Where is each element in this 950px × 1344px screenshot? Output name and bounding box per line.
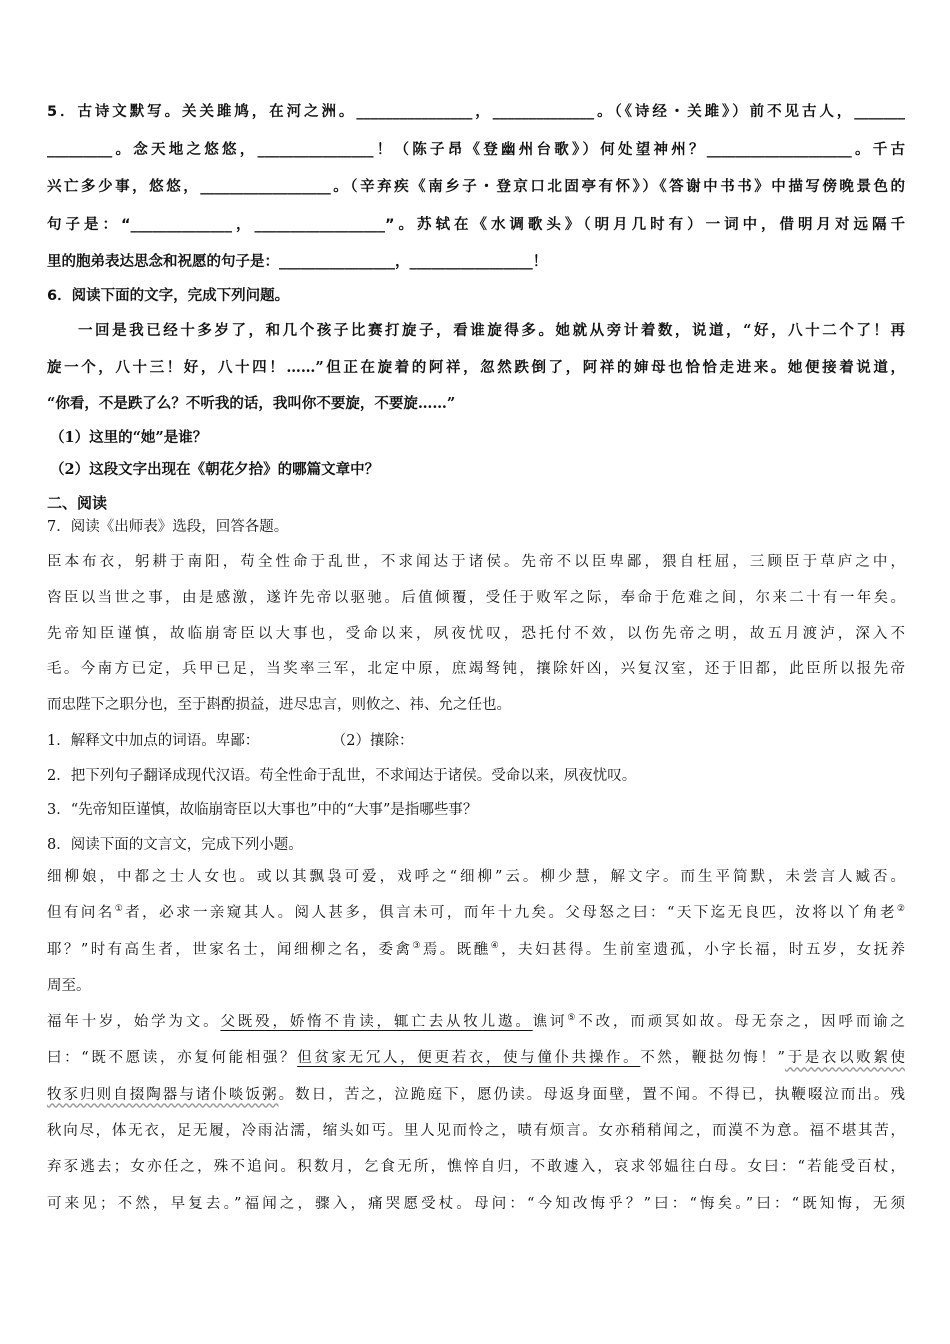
text-segment: 不改，而顽冥如故。母无奈之，因呼而谕之: [578, 1014, 906, 1031]
text-segment: 句子是：“______________，__________________”。苏轼在《水调歌头》（明月几时有）一词中，借明月对远隔千: [47, 216, 905, 233]
text-line: [47, 1149, 905, 1185]
text-line: [47, 1077, 905, 1113]
underlined-text: 于是衣以败絮使: [784, 1050, 905, 1067]
text-line: [47, 652, 905, 688]
text-line: [47, 207, 905, 245]
question-7-items: [47, 724, 905, 863]
text-line: [47, 313, 905, 350]
text-segment: 耶？”时有高生者，世家名士，闻细柳之名，委禽: [47, 941, 413, 958]
text-line: [47, 350, 905, 387]
text-line: [47, 828, 905, 863]
text-line: [47, 1004, 905, 1040]
text-segment: （2）这段文字出现在《朝花夕拾》的哪篇文章中？: [50, 461, 380, 478]
text-line: [47, 968, 905, 1004]
text-segment: 谯诃: [532, 1014, 568, 1031]
footnote-marker: ⑤: [567, 1013, 579, 1024]
text-segment: （1）这里的“她”是谁？: [50, 429, 208, 446]
text-line: [47, 280, 905, 312]
text-segment: 3．“先帝知臣谨慎，故临崩寄臣以大事也”中的“大事”是指哪些事？: [47, 802, 478, 819]
footnote-marker: ②: [896, 904, 905, 915]
text-segment: 但有问名: [47, 905, 115, 922]
text-line: [47, 169, 905, 207]
text-segment: 细柳娘，中都之士人女也。或以其飘袅可爱，戏呼之“细柳”云。柳少慧，解文字。而生平简默，未尝言人臧否。: [47, 869, 905, 885]
text-segment: 毛。今南方已定，兵甲已足，当奖率三军，北定中原，庶竭驽钝，攘除奸凶，兴复汉室，还于旧都，此臣所以报先帝: [47, 661, 905, 678]
text-segment: 焉。既醮: [422, 941, 491, 958]
text-line: [47, 1040, 905, 1076]
text-line: [47, 545, 905, 581]
question-5-poetry-dictation: [47, 94, 905, 282]
text-segment: 咨臣以当世之事，由是感激，遂许先帝以驱驰。后值倾覆，受任于败军之际，奉命于危难之间，尔来二十有一年矣。: [47, 589, 905, 606]
text-segment: 可来见；不然，早复去。”福闻之，骤入，痛哭愿受杖。母问：“今知改悔乎？”曰：“悔矣。”曰：“既知悔，无须: [47, 1195, 905, 1212]
footnote-marker: ④: [490, 940, 502, 951]
text-segment: 曰：“既不愿读，亦复何能相强？: [47, 1050, 298, 1067]
text-line: [47, 895, 905, 931]
text-segment: 6．阅读下面的文字，完成下列问题。: [47, 288, 290, 304]
text-segment: 弃豕逃去；女亦任之，殊不追问。积数月，乞食无所，憔悴自归，不敢遽入，哀求邻媪往白母。女曰：“若能受百杖，: [47, 1159, 905, 1176]
text-line: [47, 515, 905, 539]
text-segment: 1．解释文中加点的词语。卑鄙： （2）攘除：: [47, 733, 414, 749]
question-6-passage: [47, 313, 905, 423]
question-6-title: [47, 280, 905, 312]
section-heading-reading: [47, 491, 905, 515]
question-7-passage: [47, 545, 905, 724]
text-line: [47, 1113, 905, 1149]
text-segment: 者，必求一亲窥其人。阅人甚多，俱言未可，而年十九矣。父母怒之曰：“天下迄无良匹，汝将以丫角老: [125, 905, 897, 922]
text-segment: 而忠陛下之职分也，至于斟酌损益，进尽忠言，则攸之、祎、允之任也。: [47, 697, 511, 714]
text-segment: 一回是我已经十多岁了，和几个孩子比赛打旋子，看谁旋得多。她就从旁计着数，说道，“好，八十二个了！再: [78, 322, 905, 339]
text-segment: 旋一个，八十三！好，八十四！……”但正在旋着的阿祥，忽然跌倒了，阿祥的婶母也恰恰走进来。她便接着说道，: [47, 358, 905, 376]
underlined-text: 父既殁，娇惰不肯读，辄亡去从牧儿遨。: [220, 1014, 533, 1031]
text-segment: 臣本布衣，躬耕于南阳，苟全性命于乱世，不求闻达于诸侯。先帝不以臣卑鄙，猥自枉屈，三顾臣于草庐之中，: [47, 554, 905, 570]
text-line: [50, 422, 908, 454]
text-line: [47, 617, 905, 653]
text-segment: 二、阅读: [47, 494, 108, 512]
text-segment: 7．阅读《出师表》选段，回答各题。: [47, 519, 289, 535]
text-segment: 8．阅读下面的文言文，完成下列小题。: [47, 837, 303, 854]
text-line: [47, 581, 905, 617]
text-segment: 不然，鞭挞勿悔！”: [640, 1050, 785, 1067]
text-segment: 秋向尽，体无衣，足无履，冷雨沾濡，缩头如丐。里人见而怜之，啧有烦言。女亦稍稍闻之，而漠不为意。福不堪其苦，: [47, 1123, 905, 1140]
question-8-passage: [47, 859, 905, 1222]
text-line: [47, 1186, 905, 1222]
text-segment: 周至。: [47, 977, 91, 994]
text-line: [47, 132, 905, 170]
text-segment: 兴亡多少事，悠悠，__________________。（辛弃疾《南乡子・登京口北固亭有怀》）《答谢中书书》中描写傍晚景色的: [47, 179, 905, 195]
underlined-text: 但贫家无冗人，便更若衣，使与僮仆共操作。: [297, 1050, 641, 1067]
text-segment: 里的胞弟表达思念和祝愿的句子是：________________，_________________！: [47, 254, 548, 270]
text-segment: _________。念天地之悠悠，________________！（陈子昂《登幽州台歌》）何处望神州？____________________。千古: [47, 141, 905, 158]
text-segment: 先帝知臣谨慎，故临崩寄臣以大事也，受命以来，夙夜忧叹，恐托付不效，以伤先帝之明，故五月渡泸，深入不: [47, 625, 905, 642]
text-line: [47, 94, 905, 132]
text-line: [47, 932, 905, 968]
text-segment: 2．把下列句子翻译成现代汉语。苟全性命于乱世，不求闻达于诸侯。受命以来，夙夜忧叹。: [47, 767, 637, 784]
text-line: [47, 724, 905, 759]
question-7-title: [47, 515, 905, 539]
text-segment: 福年十岁，始学为文。: [47, 1014, 221, 1031]
question-6-subquestions: [50, 422, 908, 486]
text-line: [47, 859, 905, 895]
text-line: [47, 793, 905, 828]
text-line: [47, 688, 905, 724]
text-segment: “你看，不是跌了么？不听我的话，我叫你不要旋，不要旋……”: [47, 395, 456, 412]
underlined-text: 牧豕归则自掇陶器与诸仆啖饭粥: [47, 1086, 279, 1103]
text-line: [47, 386, 905, 423]
footnote-marker: ③: [412, 940, 423, 951]
text-segment: ，夫妇甚得。生前室遗孤，小字长福，时五岁，女抚养: [501, 941, 905, 958]
text-line: [47, 491, 905, 515]
text-line: [47, 759, 905, 794]
text-line: [50, 454, 908, 486]
text-segment: 5．古诗文默写。关关雎鸠，在河之洲。________________，______________。（《诗经・关雎》）前不见古人，_______: [47, 104, 905, 120]
text-segment: 。数日，苦之，泣跪庭下，愿仍读。母返身面壁，置不闻。不得已，执鞭啜泣而出。残: [278, 1086, 906, 1103]
text-line: [47, 244, 905, 282]
footnote-marker: ①: [114, 904, 126, 915]
